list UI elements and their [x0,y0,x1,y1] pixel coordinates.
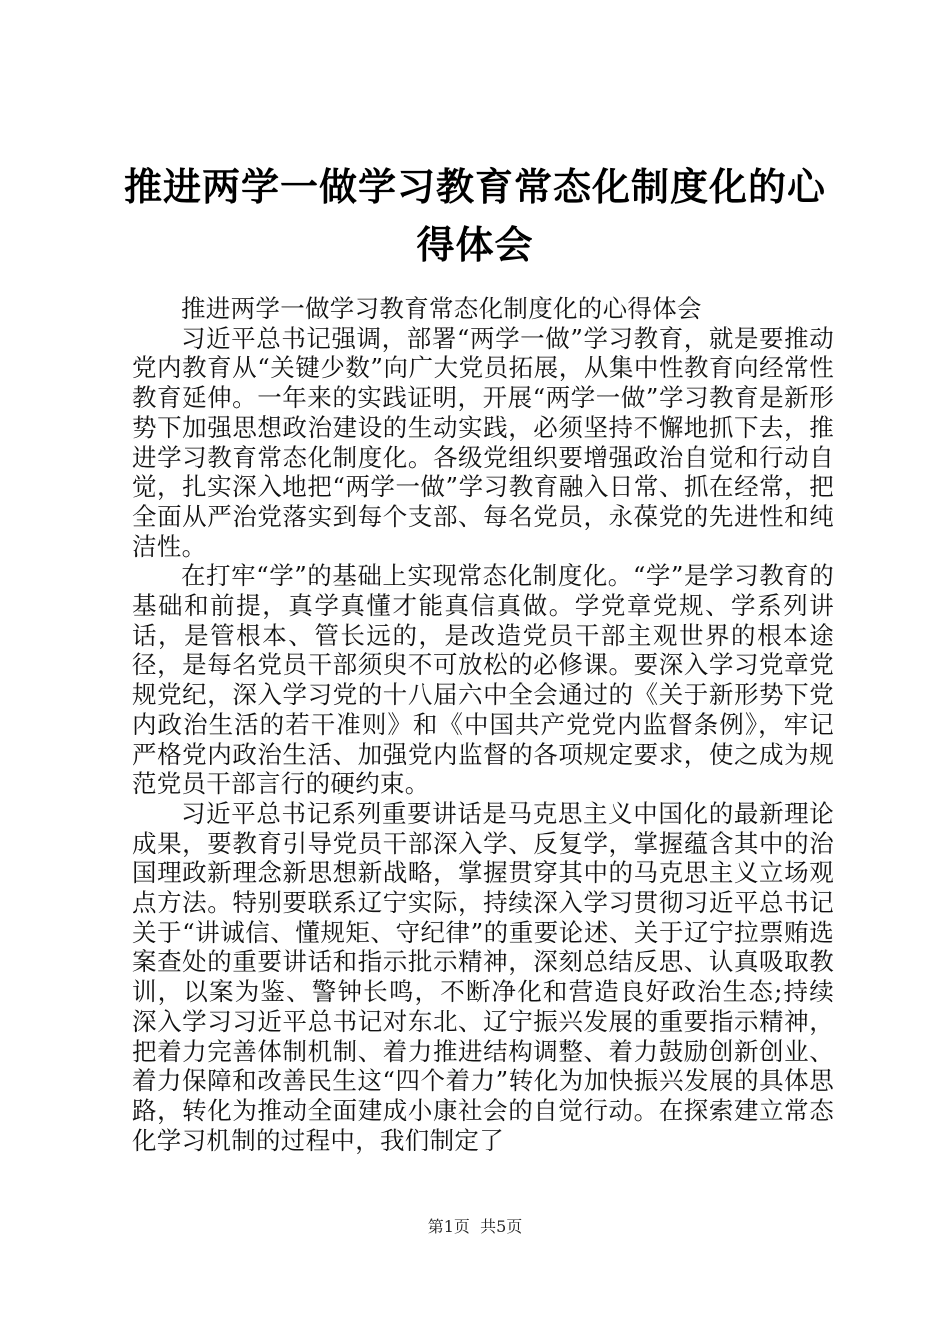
page-footer [0,1214,950,1237]
paragraph: 在打牢“学”的基础上实现常态化制度化。“学”是学习教育的基础和前提，真学真懂才能真信真做。学党章党规、学系列讲话，是管根本、管长远的，是改造党员干部主观世界的根本途径，是每名党员干部须臾不可放松的必修课。要深入学习党章党规党纪，深入学习党的十八届六中全会通过的《关于新形势下党内政治生活的若干准则》和《中国共产党党内监督条例》，牢记严格党内政治生活、加强党内监督的各项规定要求，使之成为规范党员干部言行的硬约束。 [132,561,834,799]
paragraph: 习近平总书记强调，部署“两学一做”学习教育，就是要推动党内教育从“关键少数”向广大党员拓展，从集中性教育向经常性教育延伸。一年来的实践证明，开展“两学一做”学习教育是新形势下加强思想政治建设的生动实践，必须坚持不懈地抓下去，推进学习教育常态化制度化。各级党组织要增强政治自觉和行动自觉，扎实深入地把“两学一做”学习教育融入日常、抓在经常，把全面从严治党落实到每个支部、每名党员，永葆党的先进性和纯洁性。 [132,323,834,561]
document-title: 推进两学一做学习教育常态化制度化的心得体会 [123,165,826,267]
paragraph-subtitle: 推进两学一做学习教育常态化制度化的心得体会 [181,294,702,323]
page-number: 第1页 [427,1217,470,1236]
document-body [132,294,834,1155]
paragraph: 习近平总书记系列重要讲话是马克思主义中国化的最新理论成果，要教育引导党员干部深入学、反复学，掌握蕴含其中的治国理政新理念新思想新战略，掌握贯穿其中的马克思主义立场观点方法。特别要联系辽宁实际，持续深入学习贯彻习近平总书记关于“讲诚信、懂规矩、守纪律”的重要论述、关于辽宁拉票贿选案查处的重要讲话和指示批示精神，深刻总结反思、认真吸取教训，以案为鉴、警钟长鸣，不断净化和营造良好政治生态;持续深入学习习近平总书记对东北、辽宁振兴发展的重要指示精神，把着力完善体制机制、着力推进结构调整、着力鼓励创新创业、着力保障和改善民生这“四个着力”转化为加快振兴发展的具体思路，转化为推动全面建成小康社会的自觉行动。在探索建立常态化学习机制的过程中，我们制定了 [132,798,834,1155]
page-total: 共5页 [480,1217,523,1236]
